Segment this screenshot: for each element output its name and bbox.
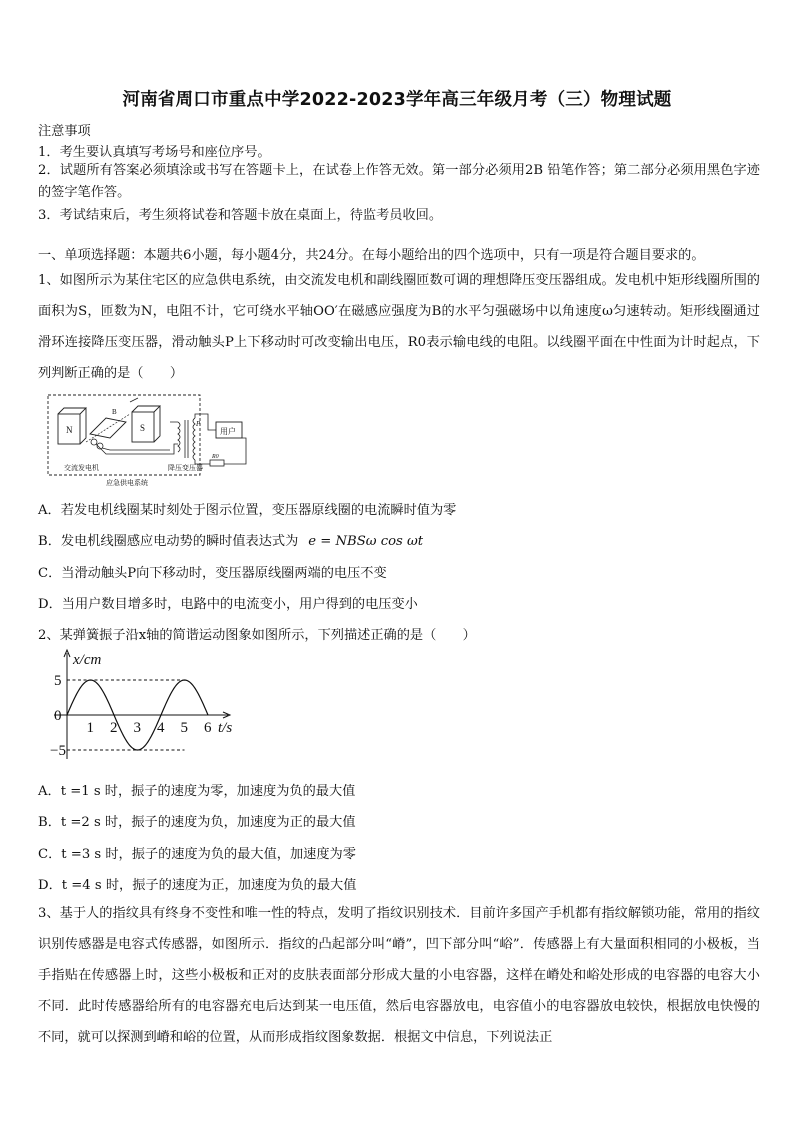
q2-option-d: D．t =4 s 时，振子的速度为正，加速度为负的最大值 <box>38 878 357 893</box>
y-tick-label: −5 <box>50 743 66 759</box>
question-3-stem: 3、基于人的指纹具有终身不变性和唯一性的特点，发明了指纹识别技术．目前许多国产手机都有指纹解锁功能，常用的指纹识别传感器是电容式传感器，如图所示．指纹的凸起部分叫“嵴”，凹下部分叫“峪”．传感器上有大量面积相同的小极板，当手指贴在传感器上时，这些小极板和正对的皮肤表面部分形成大量的小电容器，这样在嵴处和峪处形成的电容器的电容大小不同．此时传感器给所有的电容器充电后达到某一电压值，然后电容器放电，电容值小的电容器放电较快，根据放电快慢的不同，就可以探测到嵴和峪的位置，从而形成指纹图象数据．根据文中信息，下列说法正 <box>38 906 760 1045</box>
x-tick-label: 5 <box>180 720 188 736</box>
x-tick-label: 2 <box>110 720 118 736</box>
q1-option-c: C．当滑动触头P向下移动时，变压器原线圈两端的电压不变 <box>38 566 387 581</box>
x-tick-label: 3 <box>133 720 141 736</box>
figure-caption: 应急供电系统 <box>106 479 148 487</box>
x-tick-label: 6 <box>204 720 212 736</box>
question-1-stem: 1、如图所示为某住宅区的应急供电系统，由交流发电机和副线圈匝数可调的理想降压变压器组成。发电机中矩形线圈所围的面积为S，匝数为N，电阻不计，它可绕水平轴OO′在磁感应强度为B的水平匀强磁场中以角速度ω匀速转动。矩形线圈通过滑环连接降压变压器，滑动触头P上下移动时可改变输出电压，R0表示输电线的电阻。以线圈平面在中性面为计时起点，下列判断正确的是（ ） <box>38 273 760 381</box>
oscillation-chart <box>48 645 248 763</box>
q1-option-b-text: B．发电机线圈感应电动势的瞬时值表达式为 <box>38 534 299 549</box>
x-tick-label: 1 <box>86 720 94 736</box>
y-axis-label: x/cm <box>73 652 102 668</box>
question-2-stem: 2、某弹簧振子沿x轴的简谐运动图象如图所示，下列描述正确的是（ ） <box>38 628 476 643</box>
note-item: 1．考生要认真填写考场号和座位序号。 <box>38 145 271 160</box>
page-title: 河南省周口市重点中学2022-2023学年高三年级月考（三）物理试题 <box>122 90 672 110</box>
q1-option-d: D．当用户数目增多时，电路中的电流变小，用户得到的电压变小 <box>38 597 418 612</box>
x-tick-label: 4 <box>157 720 165 736</box>
q1-option-b-formula: e = NBSω cos ωt <box>308 534 424 549</box>
q2-option-b: B．t =2 s 时，振子的速度为负，加速度为正的最大值 <box>38 815 356 830</box>
q1-option-b <box>38 530 423 549</box>
magnet-s-label: S <box>140 423 146 433</box>
note-item: 3．考试结束后，考生须将试卷和答题卡放在桌面上，待监考员收回。 <box>38 208 443 223</box>
p-label: P <box>196 420 201 428</box>
user-label: 用户 <box>220 427 236 436</box>
q1-option-a: A．若发电机线圈某时刻处于图示位置，变压器原线圈的电流瞬时值为零 <box>38 503 457 518</box>
magnet-n-label: N <box>66 425 73 435</box>
generator-label: 交流发电机 <box>64 464 99 472</box>
section-heading: 一、单项选择题：本题共6小题，每小题4分，共24分。在每小题给出的四个选项中，只有一项是符合题目要求的。 <box>38 248 705 263</box>
q2-option-c: C．t =3 s 时，振子的速度为负的最大值，加速度为零 <box>38 847 356 862</box>
q2-option-a: A．t =1 s 时，振子的速度为零，加速度为负的最大值 <box>38 784 356 799</box>
note-item: 2．试题所有答案必须填涂或书写在答题卡上，在试卷上作答无效。第一部分必须用2B 铅笔作答；第二部分必须用黑色字迹的签字笔作答。 <box>38 163 760 200</box>
y-tick-label: 5 <box>54 673 62 689</box>
transformer-label: 降压变压器 <box>168 464 203 472</box>
b-label: B <box>112 408 117 416</box>
y-tick-label: 0 <box>54 708 62 724</box>
x-axis-label: t/s <box>218 720 233 736</box>
notes-heading: 注意事项 <box>38 124 91 139</box>
r0-label: R0 <box>212 454 219 460</box>
emergency-power-figure <box>46 392 256 488</box>
